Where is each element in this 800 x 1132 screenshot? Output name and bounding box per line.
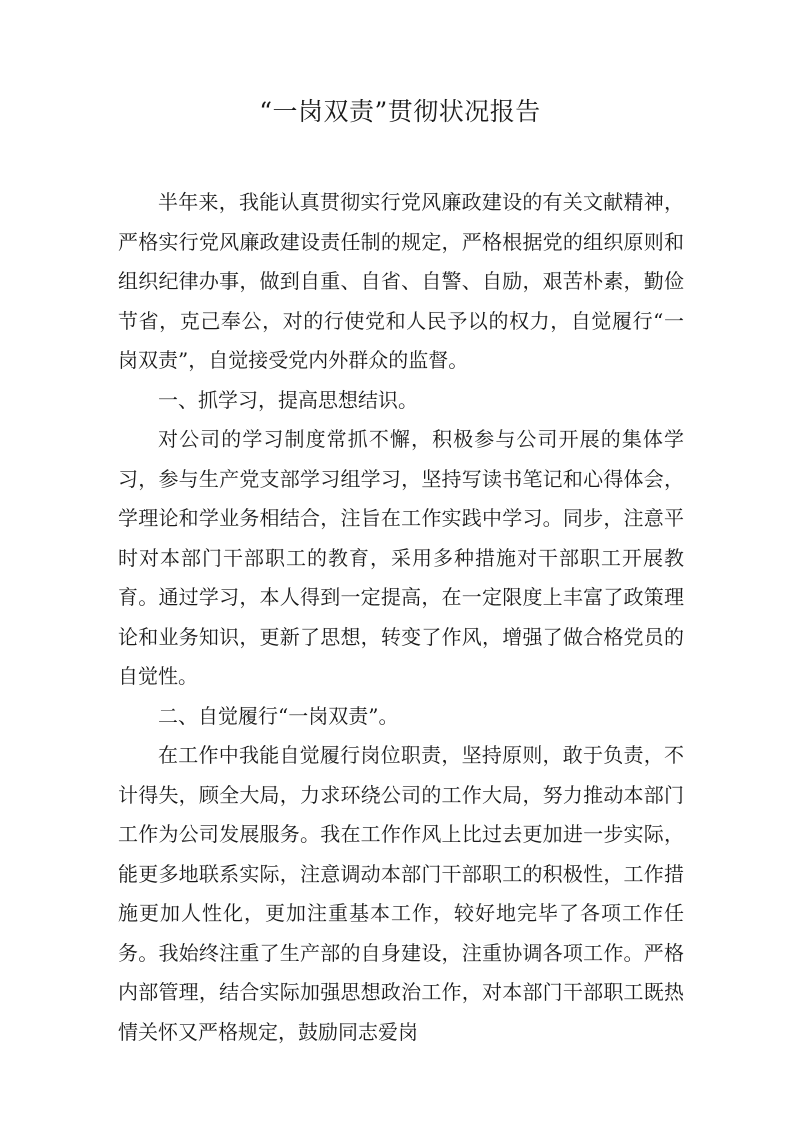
paragraph-duties: 在工作中我能自觉履行岗位职责，坚持原则，敢于负责，不计得失，顾全大局，力求环绕公司的工作大局，努力推动本部门工作为公司发展服务。我在工作作风上比过去更加进一步实际，能更多地联系实际，注意调动本部门干部职工的积极性，工作措施更加人性化，更加注重基本工作，较好地完毕了各项工作任务。我始终注重了生产部的自身建设，注重协调各项工作。严格内部管理，结合实际加强思想政治工作，对本部门干部职工既热情关怀又严格规定，鼓励同志爱岗 — [118, 743, 684, 1044]
section-heading-study: 一、抓学习，提高思想结识。 — [158, 387, 418, 412]
page-title: “一岗双责”贯彻状况报告 — [259, 97, 541, 126]
paragraph-intro: 半年来，我能认真贯彻实行党风廉政建设的有关文献精神，严格实行党风廉政建设责任制的规定，严格根据党的组织原则和组织纪律办事，做到自重、自省、自警、自励，艰苦朴素，勤俭节省，克己奉公，对的行使党和人民予以的权力，自觉履行“一岗双责”，自觉接受党内外群众的监督。 — [118, 190, 684, 372]
section-heading-duties: 二、自觉履行“一岗双责”。 — [158, 703, 399, 728]
document-body — [118, 183, 684, 1052]
paragraph-study: 对公司的学习制度常抓不懈，积极参与公司开展的集体学习，参与生产党支部学习组学习，坚持写读书笔记和心得体会，学理论和学业务相结合，注旨在工作实践中学习。同步，注意平时对本部门干部职工的教育，采用多种措施对干部职工开展教育。通过学习，本人得到一定提高，在一定限度上丰富了政策理论和业务知识，更新了思想，转变了作风，增强了做合格党员的自觉性。 — [118, 427, 684, 688]
